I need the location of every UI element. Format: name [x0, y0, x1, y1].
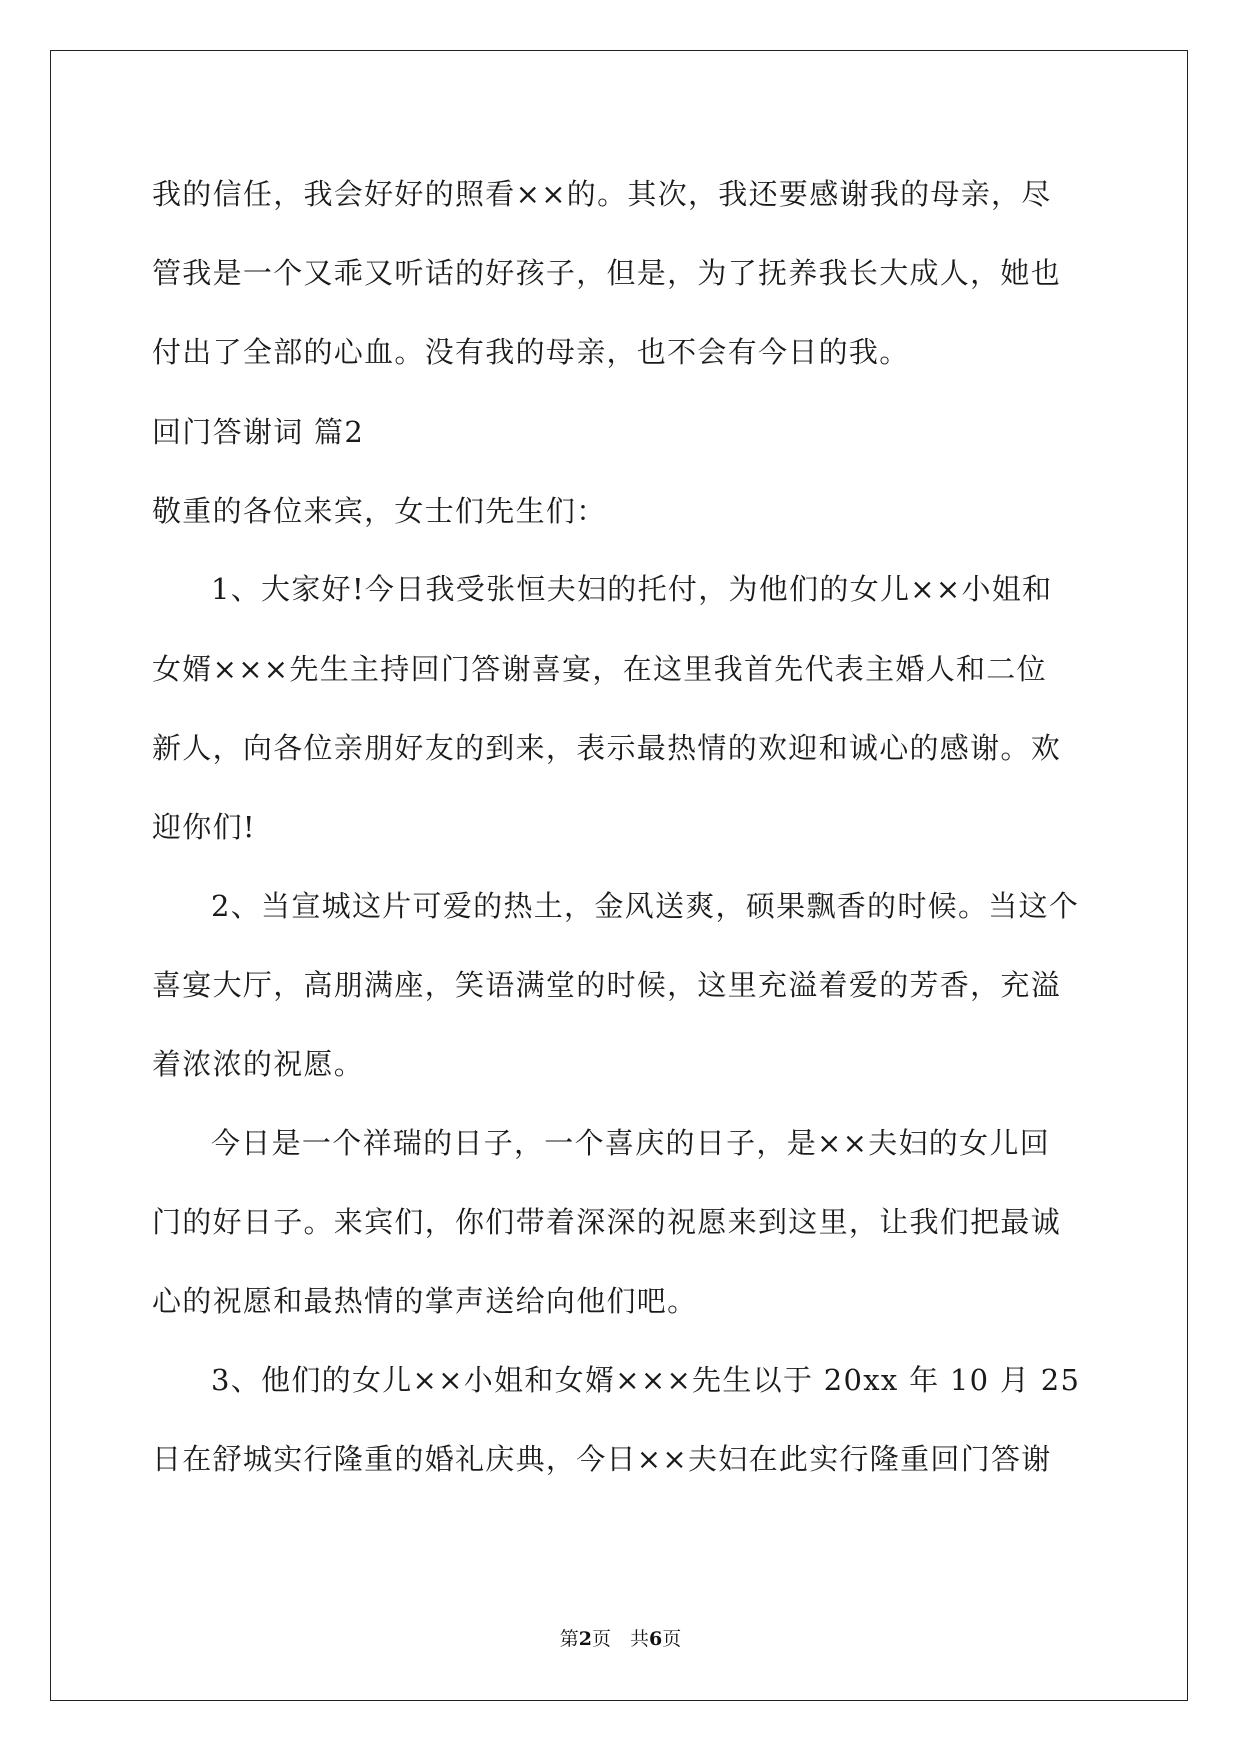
page-mid: 页 共	[591, 1628, 649, 1650]
text-line: 我的信任，我会好好的照看××的。其次，我还要感谢我的母亲，尽	[152, 177, 1052, 211]
text-line: 今日是一个祥瑞的日子，一个喜庆的日子，是××夫妇的女儿回	[211, 1126, 1050, 1160]
text-line: 喜宴大厅，高朋满座，笑语满堂的时候，这里充溢着爱的芳香，充溢	[152, 968, 1062, 1002]
text-line: 新人，向各位亲朋好友的到来，表示最热情的欢迎和诚心的感谢。欢	[152, 731, 1062, 765]
text-line: 3、他们的女儿××小姐和女婿×××先生以于 20xx 年 10 月 25	[211, 1363, 1081, 1397]
page-number	[0, 1624, 1241, 1651]
text-line: 女婿×××先生主持回门答谢喜宴，在这里我首先代表主婚人和二位	[152, 652, 1047, 686]
section-heading: 回门答谢词 篇2	[152, 415, 365, 449]
text-line: 付出了全部的心血。没有我的母亲，也不会有今日的我。	[152, 335, 910, 369]
total-pages: 6	[649, 1628, 663, 1650]
text-line: 门的好日子。来宾们，你们带着深深的祝愿来到这里，让我们把最诚	[152, 1205, 1062, 1239]
page-prefix: 第	[559, 1628, 579, 1650]
salutation: 敬重的各位来宾，女士们先生们：	[152, 494, 607, 528]
page-suffix: 页	[662, 1628, 682, 1650]
text-line: 1、大家好!今日我受张恒夫妇的托付，为他们的女儿××小姐和	[211, 572, 1053, 606]
text-line: 2、当宣城这片可爱的热土，金风送爽，硕果飘香的时候。当这个	[211, 889, 1080, 923]
text-line: 日在舒城实行隆重的婚礼庆典，今日××夫妇在此实行隆重回门答谢	[152, 1442, 1052, 1476]
text-line: 迎你们!	[152, 810, 256, 844]
text-line: 着浓浓的祝愿。	[152, 1047, 365, 1081]
text-line: 管我是一个又乖又听话的好孩子，但是，为了抚养我长大成人，她也	[152, 256, 1062, 290]
current-page: 2	[578, 1628, 592, 1650]
text-line: 心的祝愿和最热情的掌声送给向他们吧。	[152, 1284, 698, 1318]
